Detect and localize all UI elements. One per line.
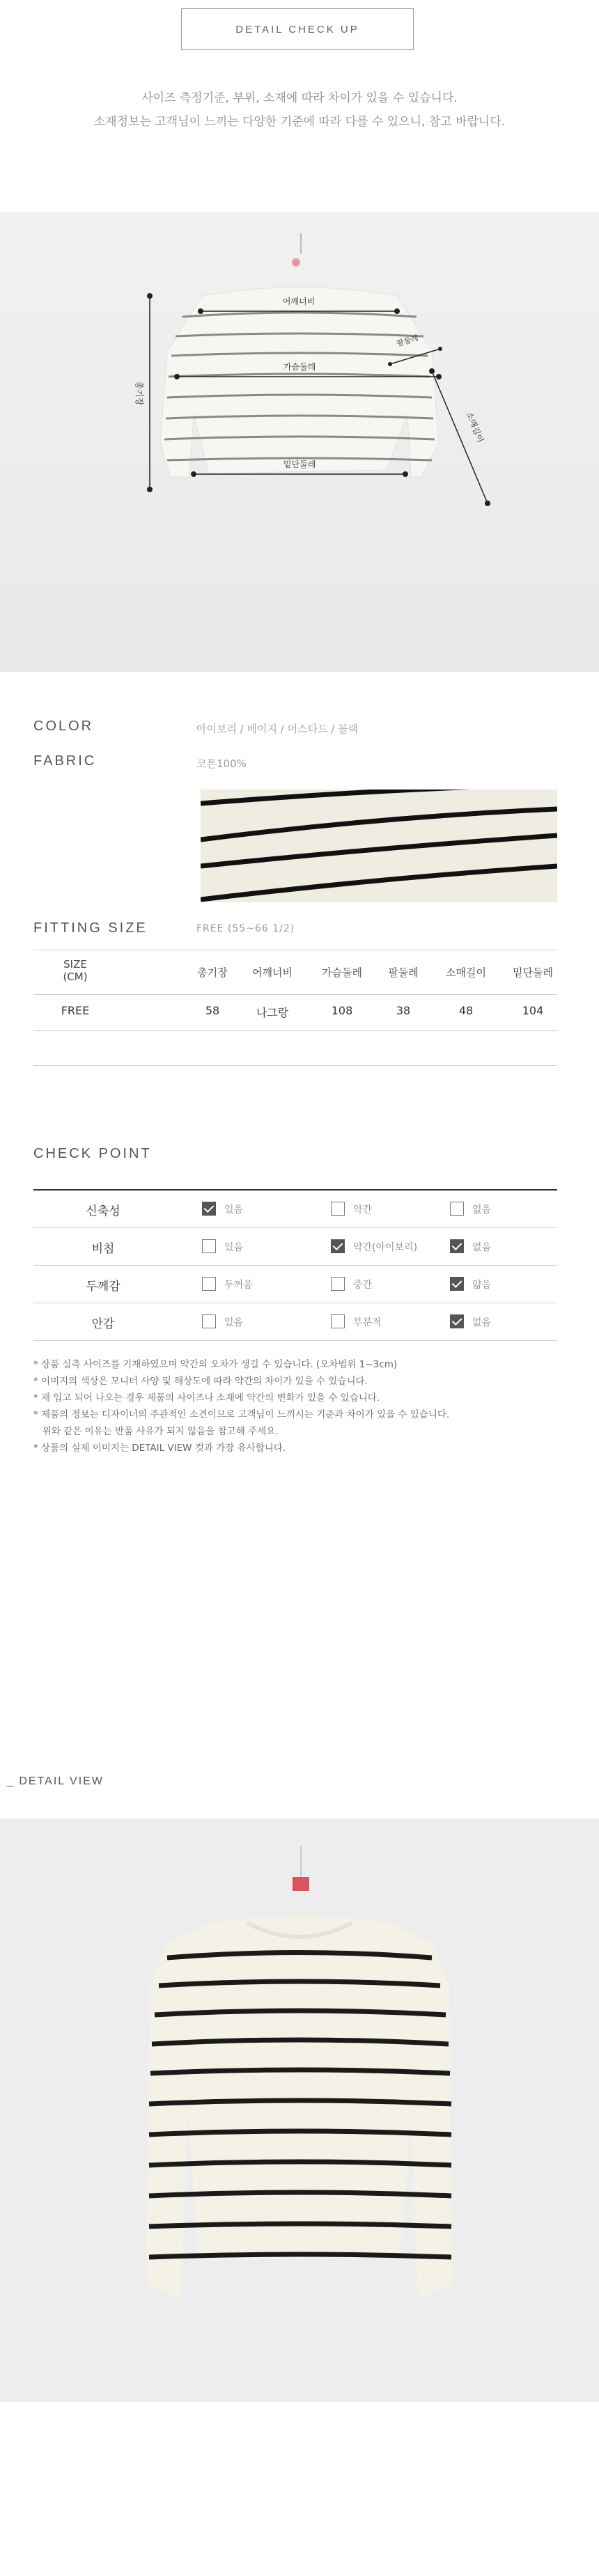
header-shoulder: 어깨너비 [252,966,293,979]
note-line: * 제품의 정보는 디자이너의 주관적인 소견이므로 고객님이 느끼시는 기준과 차이가 있을 수 있습니다. [33,1409,450,1420]
fitting-bottom-rule [33,1030,557,1031]
color-label: COLOR [33,718,94,734]
fabric-swatch-image [201,790,557,902]
note-line: * 상품 실측 사이즈를 기재하였으며 약간의 오차가 생길 수 있습니다. (오차범위 1~3cm) [33,1359,398,1370]
unchecked-checkbox[interactable] [331,1202,345,1216]
brand-tag-icon [293,1877,309,1891]
value-hem: 104 [522,1004,544,1017]
hanger-tag-icon [292,258,300,267]
value-chest: 108 [331,1004,353,1017]
notice-line-2: 소재정보는 고객님이 느끼는 다양한 기준에 따라 다를 수 있으니, 참고 바랍니다. [93,115,506,129]
check-point-label: CHECK POINT [33,1146,152,1161]
fitting-size-label: FITTING SIZE [33,920,148,936]
check-row-label: 비침 [91,1242,115,1256]
header-length: 총기장 [197,966,228,979]
unchecked-checkbox[interactable] [331,1314,345,1328]
fabric-label: FABRIC [33,753,97,769]
value-armhole: 38 [396,1004,411,1017]
value-length: 58 [205,1004,220,1017]
length-label: 총기장 [134,381,144,406]
check-option-label: 없음 [472,1242,492,1253]
check-row-rule [33,1340,557,1341]
checked-checkbox[interactable] [202,1202,216,1216]
detail-view-title: _ DETAIL VIEW [7,1775,104,1787]
unchecked-checkbox[interactable] [331,1277,345,1291]
note-line: * 이미지의 색상은 모니터 사양 및 해상도에 따라 약간의 차이가 있을 수 있습니다. [33,1376,368,1387]
checked-checkbox[interactable] [450,1239,464,1253]
unchecked-checkbox[interactable] [202,1239,216,1253]
header-armhole: 팔둘레 [388,966,419,979]
check-row-label: 안감 [91,1317,115,1331]
fitting-range: FREE (55~66 1/2) [196,923,295,934]
hem-label: 밑단둘레 [283,460,316,469]
value-shoulder: 나그랑 [256,1006,289,1019]
note-line: 위와 같은 이유는 반품 사유가 되지 않음을 참고해 주세요. [33,1426,279,1437]
check-option-label: 약간(아이보리) [353,1242,418,1253]
shoulder-label: 어깨너비 [282,297,316,306]
check-row-label: 두께감 [86,1280,120,1294]
check-option-label: 부분적 [353,1317,382,1328]
check-option-label: 없음 [472,1317,492,1328]
header-chest: 가슴둘레 [322,966,362,979]
unchecked-checkbox[interactable] [450,1202,464,1216]
sleeve-label: 소매길이 [464,410,485,444]
unchecked-checkbox[interactable] [202,1314,216,1328]
check-option-label: 얇음 [472,1280,492,1291]
check-point-top-rule [33,1189,557,1191]
fitting-mid-rule [33,994,557,995]
measurement-photo [0,212,599,672]
checked-checkbox[interactable] [450,1314,464,1328]
size-header-line1: SIZE [63,958,87,971]
notice-line-1: 사이즈 측정기준, 부위, 소재에 따라 차이가 있을 수 있습니다. [141,91,458,105]
check-option-label: 있음 [224,1204,244,1216]
row-size-free: FREE [61,1004,90,1017]
check-row-label: 신축성 [86,1204,120,1218]
check-row-rule [33,1265,557,1266]
value-sleeve: 48 [458,1004,474,1017]
header-title: DETAIL CHECK UP [235,23,359,36]
header-title-box [181,8,414,50]
fabric-value: 코튼100% [196,757,247,770]
color-value: 아이보리 / 베이지 / 머스타드 / 블랙 [196,723,359,735]
header-hem: 밑단둘레 [513,966,553,979]
check-option-label: 없음 [472,1204,492,1216]
checked-checkbox[interactable] [450,1277,464,1291]
note-line: * 상품의 실제 이미지는 DETAIL VIEW 컷과 가장 유사합니다. [33,1443,286,1454]
armhole-label: 팔둘레 [395,333,420,349]
check-option-label: 두꺼움 [224,1280,253,1291]
check-option-label: 있음 [224,1317,244,1328]
check-row-rule [33,1227,557,1228]
size-header-line2: (CM) [63,971,88,983]
check-option-label: 있음 [224,1242,244,1253]
sweater-measurement-illustration [0,212,599,672]
chest-label: 가슴둘레 [283,362,316,372]
size-header [33,958,117,983]
header-sleeve: 소매길이 [446,966,486,979]
unchecked-checkbox[interactable] [202,1277,216,1291]
note-line: * 재 입고 되어 나오는 경우 제품의 사이즈나 소재에 약간의 변화가 있을 수 있습니다. [33,1392,380,1404]
checked-checkbox[interactable] [331,1239,345,1253]
check-option-label: 약간 [353,1204,373,1216]
check-option-label: 중간 [353,1280,373,1291]
fitting-extra-rule [33,1065,557,1066]
detail-view-photo [0,1819,599,2402]
